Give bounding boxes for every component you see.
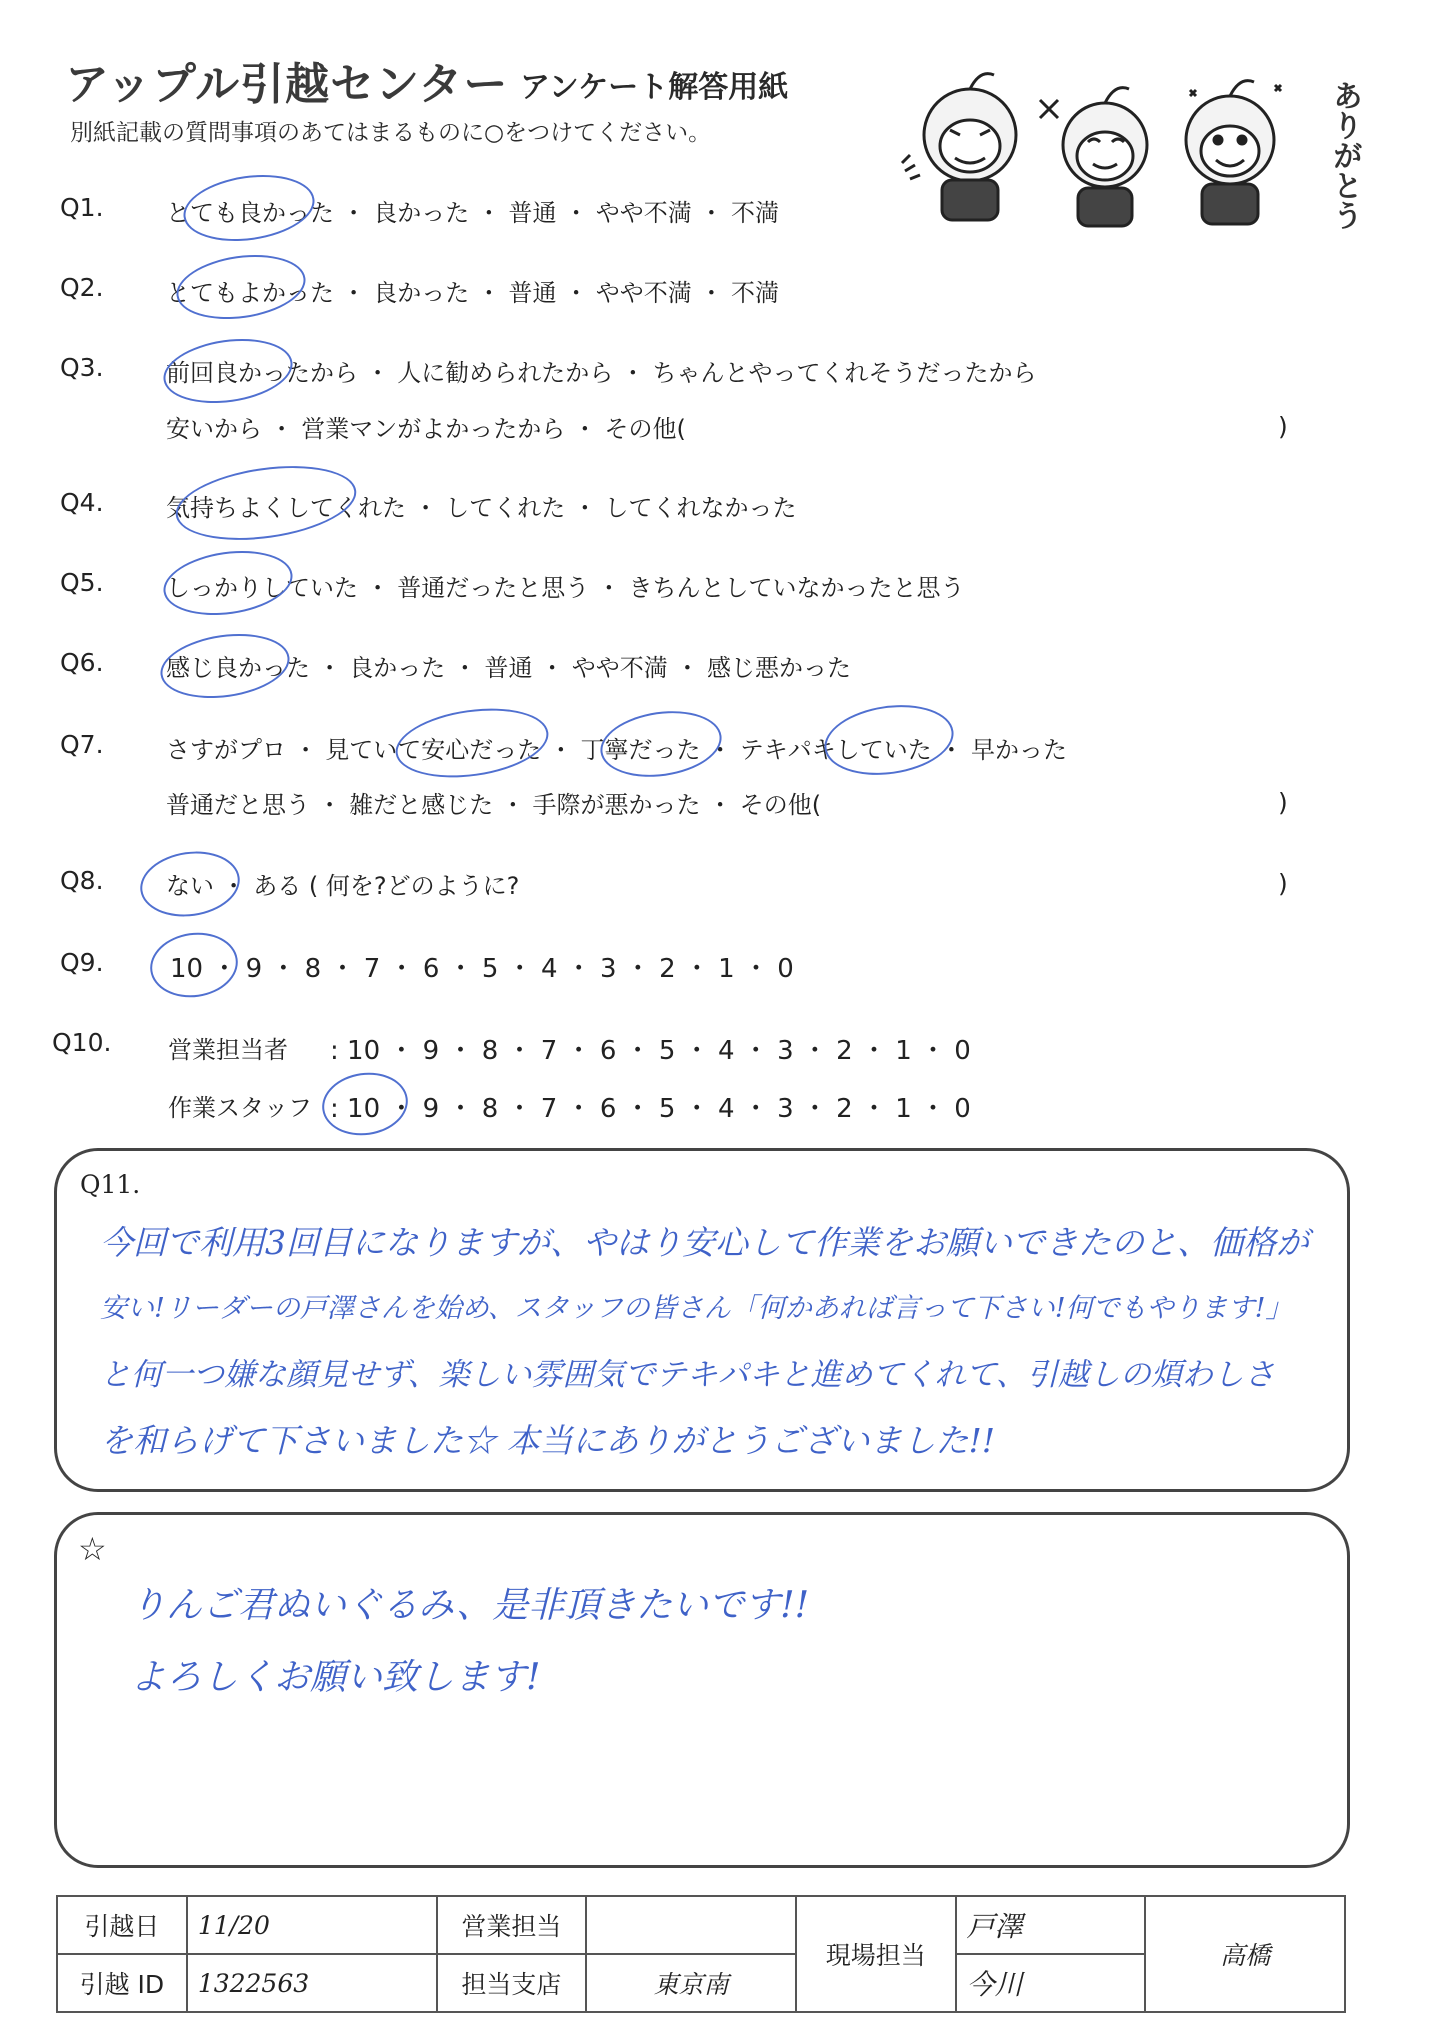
q4-label: Q4. xyxy=(60,488,104,517)
field-staff-1: 戸澤 xyxy=(956,1896,1146,1954)
star-comment-text xyxy=(130,1570,809,1714)
q7-selection-circle-anshin xyxy=(391,700,553,787)
q7-label: Q7. xyxy=(60,730,104,759)
q11-line: と何一つ嫌な顔見せず、楽しい雰囲気でテキパキと進めてくれて、引越しの煩わしさ xyxy=(100,1357,1275,1393)
move-date-value: 11/20 xyxy=(187,1896,437,1954)
field-staff-label: 現場担当 xyxy=(796,1896,956,2012)
q11-line: 安い!リーダーの戸澤さんを始め、スタッフの皆さん「何かあれば言って下さい!何でもやります!」 xyxy=(100,1293,1293,1324)
q8-label: Q8. xyxy=(60,866,104,895)
q3-options-line1: 前回良かったから ・ 人に勧められたから ・ ちゃんとやってくれそうだったから xyxy=(166,359,1037,387)
q3-options-line2: 安いから ・ 営業マンがよかったから ・ その他( xyxy=(166,415,686,443)
q7-selection-circle-teinei xyxy=(596,704,726,784)
q2-options: とてもよかった ・ 良かった ・ 普通 ・ やや不満 ・ 不満 xyxy=(166,279,780,307)
sales-rep-value xyxy=(586,1896,796,1954)
q2-selection-circle xyxy=(172,247,309,326)
sheet-subtitle: アンケート解答用紙 xyxy=(520,70,789,105)
q8-options: ない ・ ある ( 何を?どのように? xyxy=(166,872,520,900)
q11-comment-text xyxy=(100,1210,1340,1474)
q7-selection-circle-tekipaki xyxy=(820,697,958,782)
q10-staff-scale: : 10 ・ 9 ・ 8 ・ 7 ・ 6 ・ 5 ・ 4 ・ 3 ・ 2 ・ 1 ・ 0 xyxy=(330,1094,971,1124)
q4-options: 気持ちよくしてくれた ・ してくれた ・ してくれなかった xyxy=(166,494,797,522)
instruction-text: 別紙記載の質問事項のあてはまるものに○をつけてください。 xyxy=(70,120,712,146)
q3-selection-circle xyxy=(159,331,296,410)
q11-line: 今回で利用3回目になりますが、やはり安心して作業をお願いできたのと、価格が xyxy=(100,1223,1309,1262)
q3-close-paren: ) xyxy=(1278,412,1288,441)
branch-value: 東京南 xyxy=(586,1954,796,2012)
info-table xyxy=(56,1895,1346,2013)
q9-label: Q9. xyxy=(60,948,104,977)
q1-selection-circle xyxy=(179,167,319,249)
move-id-label: 引越 ID xyxy=(57,1954,187,2012)
q9-selection-circle xyxy=(146,927,242,1003)
branch-label: 担当支店 xyxy=(437,1954,587,2012)
q5-options: しっかりしていた ・ 普通だったと思う ・ きちんとしていなかったと思う xyxy=(166,574,965,602)
q3-label: Q3. xyxy=(60,353,104,382)
star-line: よろしくお願い致します! xyxy=(130,1657,541,1698)
q11-label: Q11. xyxy=(80,1170,141,1199)
q1-options: とても良かった ・ 良かった ・ 普通 ・ やや不満 ・ 不満 xyxy=(166,199,780,227)
field-staff-2: 今川 xyxy=(956,1954,1146,2012)
brand-title: アップル引越センター xyxy=(65,59,509,110)
move-id-value: 1322563 xyxy=(187,1954,437,2012)
q7-options-line2: 普通だと思う ・ 雑だと感じた ・ 手際が悪かった ・ その他( xyxy=(166,791,822,819)
q7-close-paren: ) xyxy=(1278,788,1288,817)
q6-label: Q6. xyxy=(60,648,104,677)
q10-sales-label: 営業担当者 xyxy=(168,1036,288,1064)
q10-staff-selection-circle xyxy=(318,1067,412,1140)
star-line: りんご君ぬいぐるみ、是非頂きたいです!! xyxy=(130,1585,810,1626)
q8-selection-circle xyxy=(136,845,244,922)
star-label: ☆ xyxy=(78,1530,107,1568)
q4-selection-circle xyxy=(171,456,361,551)
q1-label: Q1. xyxy=(60,193,104,222)
mascot-caption: ありがとう xyxy=(1327,80,1362,230)
q5-label: Q5. xyxy=(60,568,104,597)
q5-selection-circle xyxy=(159,543,296,622)
q9-scale: 10 ・ 9 ・ 8 ・ 7 ・ 6 ・ 5 ・ 4 ・ 3 ・ 2 ・ 1 ・ 0 xyxy=(170,954,794,984)
q6-options: 感じ良かった ・ 良かった ・ 普通 ・ やや不満 ・ 感じ悪かった xyxy=(166,654,852,682)
q7-options-line1: さすがプロ ・ 見ていて安心だった ・ 丁寧だった ・ テキパキしていた ・ 早かった xyxy=(166,736,1068,764)
q10-label: Q10. xyxy=(52,1028,112,1057)
sales-rep-label: 営業担当 xyxy=(437,1896,587,1954)
mascot-illustration xyxy=(880,60,1360,240)
q10-staff-label: 作業スタッフ xyxy=(168,1094,312,1122)
field-staff-3: 高橋 xyxy=(1145,1896,1345,2012)
q10-sales-scale: : 10 ・ 9 ・ 8 ・ 7 ・ 6 ・ 5 ・ 4 ・ 3 ・ 2 ・ 1 ・ 0 xyxy=(330,1036,971,1066)
q8-close-paren: ) xyxy=(1278,869,1288,898)
q6-selection-circle xyxy=(156,626,293,705)
q2-label: Q2. xyxy=(60,273,104,302)
move-date-label: 引越日 xyxy=(57,1896,187,1954)
q11-line: を和らげて下さいました☆ 本当にありがとうございました!! xyxy=(100,1421,996,1460)
